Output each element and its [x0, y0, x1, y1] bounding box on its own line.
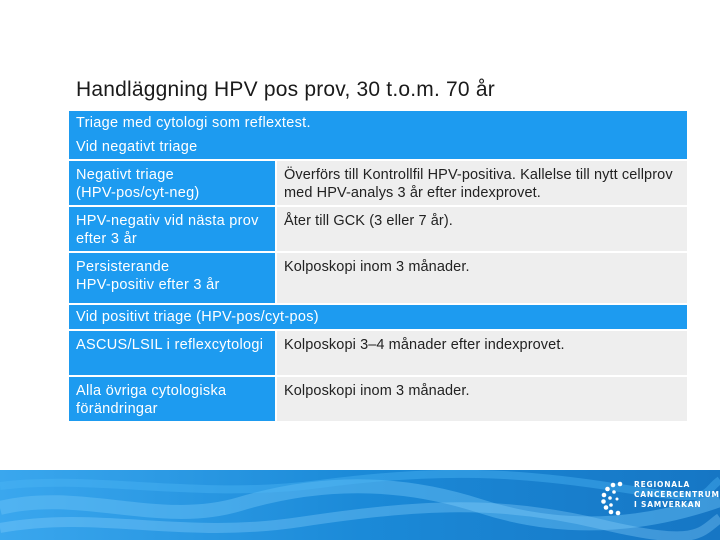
- table-row: [69, 377, 687, 421]
- banner-line-2: Vid negativt triage: [76, 139, 198, 155]
- table-row: [69, 207, 687, 251]
- row-action: Åter till GCK (3 eller 7 år).: [277, 207, 687, 251]
- rcc-logo-icon: [600, 478, 630, 523]
- positive-heading-text: Vid positivt triage (HPV-pos/cyt-pos): [76, 309, 319, 325]
- banner-line-1: Triage med cytologi som reflextest.: [76, 115, 311, 131]
- row-label: Alla övriga cytologiska förändringar: [69, 377, 275, 421]
- row-action: Kolposkopi inom 3 månader.: [277, 253, 687, 303]
- triage-table: [69, 111, 687, 421]
- row-action: Överförs till Kontrollfil HPV-positiva. Kallelse till nytt cellprov med HPV-analys 3 år efter indexprovet.: [277, 161, 687, 205]
- logo-line-3: I SAMVERKAN: [634, 500, 702, 509]
- logo-line-1: REGIONALA: [634, 480, 691, 489]
- row-action: Kolposkopi inom 3 månader.: [277, 377, 687, 421]
- row-label: HPV-negativ vid nästa prov efter 3 år: [69, 207, 275, 251]
- triage-banner: [69, 111, 687, 159]
- page-title: Handläggning HPV pos prov, 30 t.o.m. 70 år: [76, 78, 495, 101]
- row-action: Kolposkopi 3–4 månader efter indexprovet.: [277, 331, 687, 375]
- logo-line-2: CANCERCENTRUM: [634, 490, 720, 499]
- row-label: Negativt triage (HPV-pos/cyt-neg): [69, 161, 275, 205]
- positive-section-heading: [69, 305, 687, 329]
- table-row: [69, 253, 687, 303]
- row-label: Persisterande HPV-positiv efter 3 år: [69, 253, 275, 303]
- table-row: [69, 161, 687, 205]
- table-row: [69, 331, 687, 375]
- rcc-logo-text: [634, 480, 720, 510]
- row-label: ASCUS/LSIL i reflexcytologi: [69, 331, 275, 375]
